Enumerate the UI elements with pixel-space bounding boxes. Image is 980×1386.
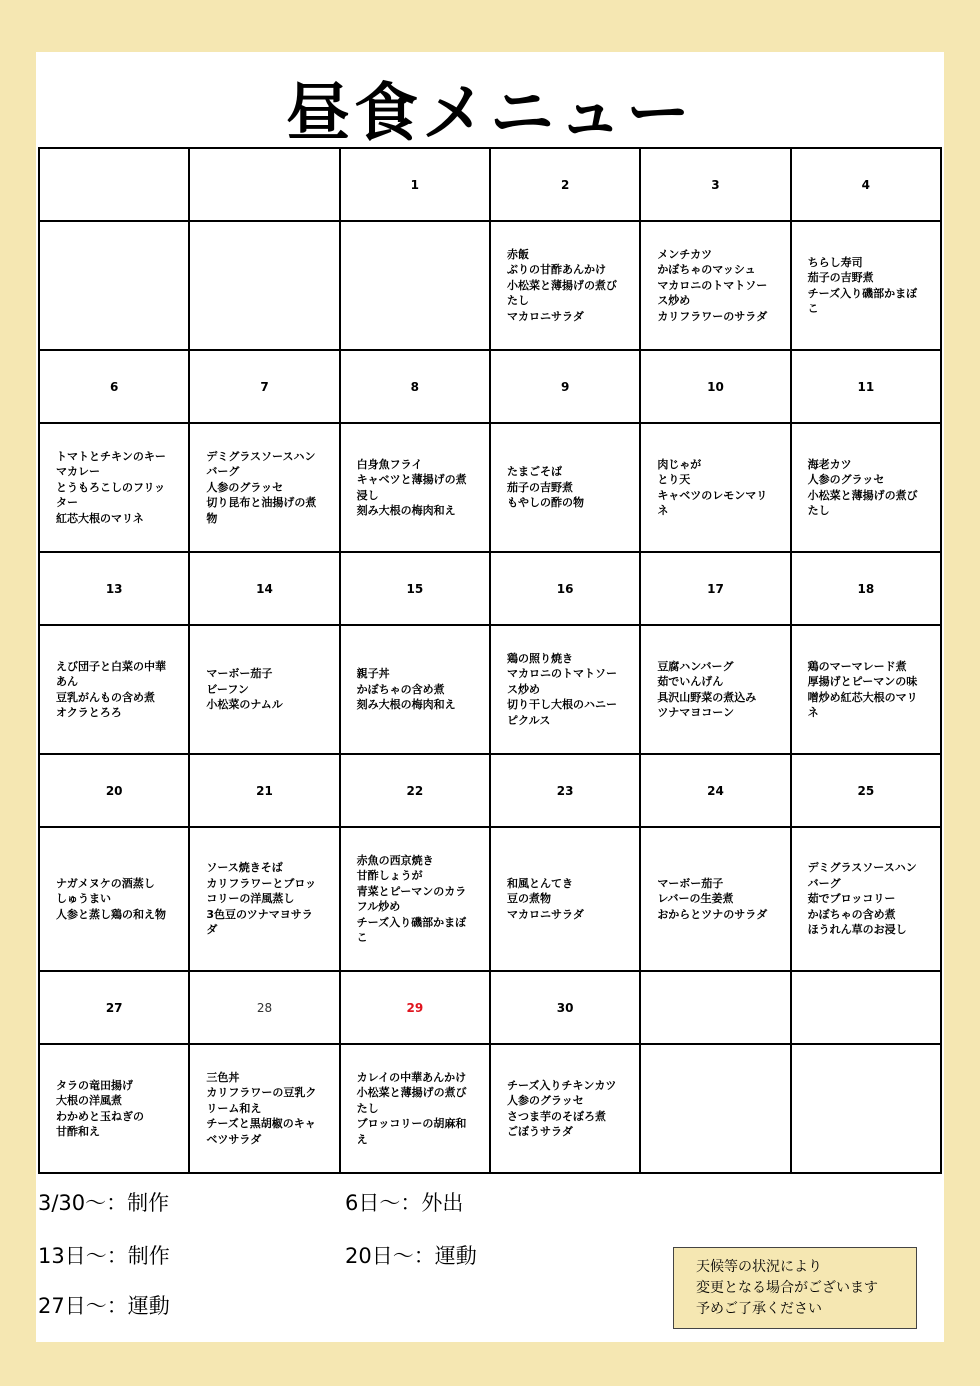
menu-item: とり天 <box>657 473 691 486</box>
menu-item: 甘酢しょうが <box>356 869 423 882</box>
menu-item: たし <box>506 294 529 308</box>
menu-item: カリフラワーの豆乳ク <box>206 1086 317 1100</box>
date-cell: 21 <box>189 754 339 827</box>
menu-item: 3色豆のツナマヨサラ <box>206 907 313 921</box>
menu-item: チーズと黒胡椒のキャ <box>206 1117 316 1131</box>
schedule-note-4: 20日～：運動 <box>345 1244 477 1268</box>
date-cell: 17 <box>640 552 790 625</box>
date-cell <box>791 971 941 1044</box>
menu-item: わかめと玉ねぎの <box>56 1109 144 1123</box>
menu-item: えび団子と白菜の中華 <box>56 659 166 673</box>
menu-item: 豆乳がんもの含め煮 <box>56 690 155 704</box>
menu-cell <box>791 423 941 552</box>
menu-cell <box>640 1044 790 1173</box>
date-cell: 25 <box>791 754 941 827</box>
menu-item: 和風とんてき <box>506 876 573 890</box>
date-row <box>39 350 941 423</box>
menu-item: ブロッコリーの胡麻和 <box>356 1117 467 1131</box>
date-cell: 27 <box>39 971 189 1044</box>
menu-item: ごぼうサラダ <box>506 1125 573 1138</box>
menu-cell <box>640 423 790 552</box>
menu-item: 人参のグラッセ <box>807 473 885 486</box>
menu-item: ナガメヌケの酒蒸し <box>56 876 155 890</box>
menu-row <box>39 221 941 350</box>
menu-item: 小松菜のナムル <box>206 698 283 712</box>
menu-item: 切り昆布と油揚げの煮 <box>206 496 317 510</box>
menu-item: もやしの酢の物 <box>506 496 584 510</box>
menu-item: 白身魚フライ <box>356 457 423 471</box>
menu-item: 噌炒め紅芯大根のマリ <box>807 690 918 704</box>
menu-item: 紅芯大根のマリネ <box>56 511 144 525</box>
date-cell: 24 <box>640 754 790 827</box>
notice-box <box>673 1247 917 1329</box>
date-cell <box>189 148 339 221</box>
menu-item: マカロニのトマトソー <box>506 667 617 681</box>
date-cell <box>640 971 790 1044</box>
menu-cell <box>39 625 189 754</box>
menu-cell <box>490 423 640 552</box>
menu-item: タラの竜田揚げ <box>56 1078 133 1092</box>
menu-item: メンチカツ <box>657 247 713 261</box>
date-cell: 30 <box>490 971 640 1044</box>
date-cell: 6 <box>39 350 189 423</box>
date-cell: 8 <box>340 350 490 423</box>
menu-cell <box>340 827 490 971</box>
menu-item: ター <box>56 496 78 510</box>
menu-item: 人参と蒸し鶏の和え物 <box>56 907 166 921</box>
menu-cell <box>39 221 189 350</box>
menu-item: こ <box>356 931 368 944</box>
menu-item: 豆腐ハンバーグ <box>657 659 734 673</box>
menu-item: ベツサラダ <box>206 1132 262 1146</box>
date-row <box>39 971 941 1044</box>
menu-item: 切り干し大根のハニー <box>506 698 617 712</box>
date-cell: 18 <box>791 552 941 625</box>
menu-item: 具沢山野菜の煮込み <box>657 690 757 704</box>
date-cell: 28 <box>189 971 339 1044</box>
menu-cell <box>791 827 941 971</box>
menu-cell <box>340 221 490 350</box>
menu-row <box>39 827 941 971</box>
menu-item: 刻み大根の梅肉和え <box>356 698 456 712</box>
menu-item: 茹でブロッコリー <box>807 892 896 906</box>
menu-item: マカロニのトマトソー <box>657 278 768 292</box>
date-cell: 9 <box>490 350 640 423</box>
menu-cell <box>189 827 339 971</box>
menu-item: レバーの生姜煮 <box>657 892 734 906</box>
schedule-note-3: 13日～：制作 <box>38 1244 170 1268</box>
menu-item: ス炒め <box>506 682 540 696</box>
schedule-note-5: 27日～：運動 <box>38 1294 170 1318</box>
menu-cell <box>490 625 640 754</box>
menu-item: かぼちゃの含め煮 <box>356 682 445 696</box>
menu-row <box>39 625 941 754</box>
menu-item: おからとツナのサラダ <box>657 907 768 921</box>
menu-cell <box>340 1044 490 1173</box>
menu-item: え <box>356 1132 368 1146</box>
menu-item: たまごそば <box>506 465 562 479</box>
date-cell: 29 <box>340 971 490 1044</box>
menu-item: チーズ入り磯部かまぼ <box>807 286 918 300</box>
date-cell: 10 <box>640 350 790 423</box>
menu-item: カリフラワーのサラダ <box>657 309 768 323</box>
date-cell: 7 <box>189 350 339 423</box>
menu-item: チーズ入りチキンカツ <box>506 1078 617 1092</box>
date-cell: 1 <box>340 148 490 221</box>
menu-item: 厚揚げとピーマンの味 <box>807 675 918 688</box>
menu-cell <box>39 1044 189 1173</box>
menu-item: フル炒め <box>356 900 401 913</box>
menu-cell <box>490 827 640 971</box>
menu-item: マカロニサラダ <box>506 309 584 323</box>
menu-item: 赤魚の西京焼き <box>356 853 434 867</box>
menu-item: トマトとチキンのキー <box>56 449 166 463</box>
menu-item: とうもろこしのフリッ <box>56 480 166 494</box>
menu-item: ちらし寿司 <box>807 255 863 269</box>
menu-item: 小松菜と薄揚げの煮び <box>807 488 918 502</box>
menu-item: コリーの洋風蒸し <box>206 892 295 906</box>
menu-cell <box>791 221 941 350</box>
schedule-note-2: 6日～：外出 <box>345 1191 464 1215</box>
menu-item: カレイの中華あんかけ <box>356 1070 467 1084</box>
menu-item: マーボー茄子 <box>657 876 724 890</box>
menu-item: 人参のグラッセ <box>506 1094 584 1107</box>
menu-item: 豆の煮物 <box>506 892 551 906</box>
menu-item: 茹でいんげん <box>657 675 724 688</box>
date-cell: 3 <box>640 148 790 221</box>
menu-cell <box>340 625 490 754</box>
menu-item: ス炒め <box>657 294 691 308</box>
menu-item: ビーフン <box>206 682 249 696</box>
date-row <box>39 148 941 221</box>
menu-item: マーボー茄子 <box>206 667 273 681</box>
menu-item: マカロニサラダ <box>506 907 584 921</box>
menu-item: キャベツのレモンマリ <box>657 488 768 502</box>
menu-item: 鶏のマーマレード煮 <box>807 659 907 673</box>
menu-item: 三色丼 <box>206 1070 240 1084</box>
date-cell: 20 <box>39 754 189 827</box>
menu-item: バーグ <box>807 876 841 890</box>
menu-cell <box>490 221 640 350</box>
menu-item: ネ <box>807 706 819 719</box>
menu-item: 人参のグラッセ <box>206 480 284 494</box>
menu-item: たし <box>356 1101 379 1115</box>
menu-item: 物 <box>206 511 218 525</box>
menu-cell <box>791 1044 941 1173</box>
date-cell: 2 <box>490 148 640 221</box>
menu-item: ぶりの甘酢あんかけ <box>506 263 606 277</box>
page-title: 昼食メニュー <box>286 77 694 151</box>
menu-item: マカレー <box>56 465 100 479</box>
menu-cell <box>39 827 189 971</box>
menu-item: ほうれん草のお浸し <box>807 923 907 937</box>
menu-row <box>39 423 941 552</box>
menu-item: かぼちゃのマッシュ <box>657 263 756 277</box>
menu-item: ツナマヨコーン <box>657 706 735 719</box>
date-cell <box>39 148 189 221</box>
date-cell: 11 <box>791 350 941 423</box>
notice-line: 変更となる場合がございます <box>696 1280 878 1296</box>
menu-item: 親子丼 <box>356 667 390 681</box>
menu-item: バーグ <box>206 465 240 479</box>
menu-item: 浸し <box>356 488 379 502</box>
menu-item: キャベツと薄揚げの煮 <box>356 473 467 486</box>
schedule-note-1: 3/30～：制作 <box>38 1191 170 1215</box>
menu-item: ピクルス <box>506 713 551 727</box>
date-cell: 13 <box>39 552 189 625</box>
notice-line: 予めご了承ください <box>696 1301 822 1317</box>
menu-item: デミグラスソースハン <box>206 449 316 463</box>
menu-cell <box>189 221 339 350</box>
date-cell: 22 <box>340 754 490 827</box>
menu-item: カリフラワーとブロッ <box>206 876 317 890</box>
menu-item: ソース焼きそば <box>206 861 283 875</box>
menu-item: 大根の洋風煮 <box>56 1094 122 1107</box>
menu-cell <box>189 1044 339 1173</box>
menu-item: 小松菜と薄揚げの煮び <box>356 1086 467 1100</box>
date-row <box>39 552 941 625</box>
notice-line: 天候等の状況により <box>696 1259 822 1275</box>
menu-item: リーム和え <box>206 1101 262 1115</box>
menu-item: 青菜とピーマンのカラ <box>356 884 467 898</box>
menu-item: 肉じゃが <box>657 457 702 471</box>
menu-item: しゅうまい <box>56 892 111 906</box>
menu-row <box>39 1044 941 1173</box>
date-cell: 16 <box>490 552 640 625</box>
menu-cell <box>189 625 339 754</box>
date-cell: 23 <box>490 754 640 827</box>
menu-cell <box>791 625 941 754</box>
menu-item: 小松菜と薄揚げの煮び <box>506 278 617 292</box>
menu-cell <box>490 1044 640 1173</box>
menu-cell <box>640 827 790 971</box>
menu-cell <box>39 423 189 552</box>
menu-item: ネ <box>657 504 669 517</box>
menu-item: あん <box>56 675 78 688</box>
menu-cell <box>189 423 339 552</box>
menu-item: 茄子の吉野煮 <box>807 271 874 284</box>
date-cell: 15 <box>340 552 490 625</box>
menu-item: かぼちゃの含め煮 <box>807 907 896 921</box>
menu-calendar <box>38 147 942 1174</box>
menu-item: 海老カツ <box>807 457 852 471</box>
date-row <box>39 754 941 827</box>
date-cell: 4 <box>791 148 941 221</box>
menu-item: こ <box>807 302 819 315</box>
menu-item: 甘酢和え <box>56 1125 100 1138</box>
date-cell: 14 <box>189 552 339 625</box>
menu-item: 茄子の吉野煮 <box>506 480 573 494</box>
menu-item: オクラとろろ <box>56 706 122 719</box>
menu-item: 刻み大根の梅肉和え <box>356 504 456 517</box>
menu-item: チーズ入り磯部かまぼ <box>356 915 467 929</box>
menu-cell <box>640 625 790 754</box>
menu-item: 赤飯 <box>506 247 529 261</box>
menu-item: デミグラスソースハン <box>807 861 917 875</box>
menu-cell <box>640 221 790 350</box>
menu-cell <box>340 423 490 552</box>
menu-item: 鶏の照り焼き <box>506 651 573 665</box>
menu-item: さつま芋のそぼろ煮 <box>506 1109 606 1123</box>
menu-item: ダ <box>206 923 218 937</box>
menu-item: たし <box>807 504 830 517</box>
